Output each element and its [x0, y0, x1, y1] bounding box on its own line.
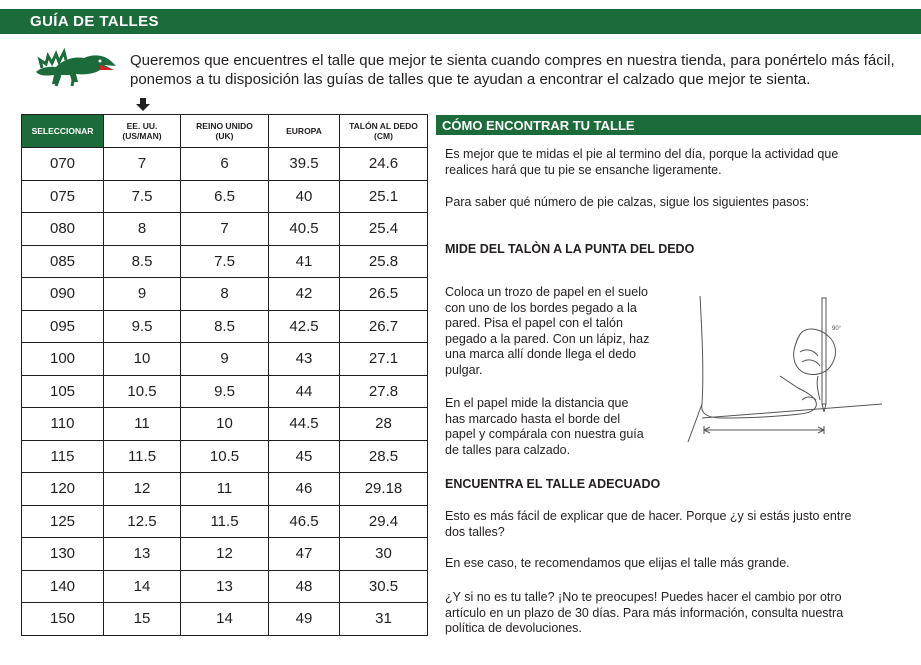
us-size: 7.5 — [104, 180, 181, 213]
table-row[interactable] — [22, 343, 428, 376]
table-row[interactable] — [22, 310, 428, 343]
size-code[interactable]: 130 — [22, 538, 104, 571]
page-title: GUÍA DE TALLES — [30, 13, 159, 30]
us-size: 11 — [104, 408, 181, 441]
header-bar — [0, 9, 921, 34]
eu-size: 43 — [269, 343, 340, 376]
us-size: 8.5 — [104, 245, 181, 278]
cm-size: 25.8 — [340, 245, 428, 278]
size-code[interactable]: 110 — [22, 408, 104, 441]
size-code[interactable]: 080 — [22, 213, 104, 246]
column-header-uk: REINO UNIDO (UK) — [181, 115, 269, 148]
howto-paragraph-6: En ese caso, te recomendamos que elijas el talle más grande. — [445, 556, 790, 570]
uk-size: 12 — [181, 538, 269, 571]
size-table-header — [22, 115, 428, 148]
howto-header — [436, 115, 921, 135]
table-row[interactable] — [22, 538, 428, 571]
crocodile-logo — [34, 42, 118, 90]
cm-size: 29.4 — [340, 505, 428, 538]
uk-size: 11 — [181, 473, 269, 506]
eu-size: 40.5 — [269, 213, 340, 246]
cm-size: 30 — [340, 538, 428, 571]
us-size: 7 — [104, 148, 181, 181]
us-size: 10 — [104, 343, 181, 376]
eu-size: 42.5 — [269, 310, 340, 343]
size-code[interactable]: 125 — [22, 505, 104, 538]
eu-size: 46.5 — [269, 505, 340, 538]
size-code[interactable]: 105 — [22, 375, 104, 408]
table-row[interactable] — [22, 440, 428, 473]
foot-measure-illustration — [682, 292, 892, 447]
size-code[interactable]: 100 — [22, 343, 104, 376]
table-row[interactable] — [22, 148, 428, 181]
uk-size: 8 — [181, 278, 269, 311]
uk-size: 7 — [181, 213, 269, 246]
size-table — [21, 114, 428, 636]
us-size: 14 — [104, 570, 181, 603]
table-row[interactable] — [22, 473, 428, 506]
us-size: 12.5 — [104, 505, 181, 538]
cm-size: 25.1 — [340, 180, 428, 213]
size-code[interactable]: 115 — [22, 440, 104, 473]
eu-size: 47 — [269, 538, 340, 571]
howto-paragraph-4: En el papel mide la distancia que has marcado hasta el borde del papel y compárala con nuestra guía de talles para calzado. — [445, 396, 644, 457]
size-code[interactable]: 070 — [22, 148, 104, 181]
cm-size: 29.18 — [340, 473, 428, 506]
size-code[interactable]: 140 — [22, 570, 104, 603]
section-heading-measure: MIDE DEL TALÒN A LA PUNTA DEL DEDO — [445, 242, 695, 256]
cm-size: 26.5 — [340, 278, 428, 311]
eu-size: 39.5 — [269, 148, 340, 181]
size-code[interactable]: 085 — [22, 245, 104, 278]
column-header-eu: EUROPA — [269, 115, 340, 148]
eu-size: 49 — [269, 603, 340, 636]
us-size: 13 — [104, 538, 181, 571]
cm-size: 28 — [340, 408, 428, 441]
table-row[interactable] — [22, 570, 428, 603]
eu-size: 44 — [269, 375, 340, 408]
column-header-select: SELECCIONAR — [22, 115, 104, 148]
column-header-us: EE. UU. (US/MAN) — [104, 115, 181, 148]
eu-size: 45 — [269, 440, 340, 473]
uk-size: 10.5 — [181, 440, 269, 473]
howto-paragraph-7: ¿Y si no es tu talle? ¡No te preocupes! Puedes hacer el cambio por otro artículo en un plazo de 30 días. Para más información, consulta nuestra política de devoluciones. — [445, 590, 844, 635]
uk-size: 9.5 — [181, 375, 269, 408]
howto-paragraph-5: Esto es más fácil de explicar que de hacer. Porque ¿y si estás justo entre dos talles? — [445, 509, 852, 539]
size-code[interactable]: 120 — [22, 473, 104, 506]
uk-size: 13 — [181, 570, 269, 603]
table-row[interactable] — [22, 603, 428, 636]
uk-size: 8.5 — [181, 310, 269, 343]
size-code[interactable]: 090 — [22, 278, 104, 311]
uk-size: 6 — [181, 148, 269, 181]
uk-size: 14 — [181, 603, 269, 636]
us-size: 9 — [104, 278, 181, 311]
uk-size: 11.5 — [181, 505, 269, 538]
uk-size: 6.5 — [181, 180, 269, 213]
cm-size: 31 — [340, 603, 428, 636]
eu-size: 44.5 — [269, 408, 340, 441]
uk-size: 9 — [181, 343, 269, 376]
section-heading-find-size: ENCUENTRA EL TALLE ADECUADO — [445, 477, 661, 491]
eu-size: 48 — [269, 570, 340, 603]
us-size: 15 — [104, 603, 181, 636]
table-row[interactable] — [22, 213, 428, 246]
us-size: 8 — [104, 213, 181, 246]
cm-size: 30.5 — [340, 570, 428, 603]
us-size: 12 — [104, 473, 181, 506]
howto-paragraph-2: Para saber qué número de pie calzas, sigue los siguientes pasos: — [445, 195, 810, 209]
cm-size: 27.1 — [340, 343, 428, 376]
eu-size: 40 — [269, 180, 340, 213]
howto-title: CÓMO ENCONTRAR TU TALLE — [442, 118, 635, 133]
uk-size: 7.5 — [181, 245, 269, 278]
size-code[interactable]: 150 — [22, 603, 104, 636]
howto-paragraph-1: Es mejor que te midas el pie al termino del día, porque la actividad que realices hará que tu pie se ensanche ligeramente. — [445, 147, 839, 177]
eu-size: 46 — [269, 473, 340, 506]
eu-size: 42 — [269, 278, 340, 311]
intro-text: Queremos que encuentres el talle que mejor te sienta cuando compres en nuestra tienda, para ponértelo más fácil, ponemos a tu disposición las guías de talles que te ayudan a encontrar el calzado que mejor te sienta. — [130, 52, 895, 88]
cm-size: 24.6 — [340, 148, 428, 181]
eu-size: 41 — [269, 245, 340, 278]
cm-size: 28.5 — [340, 440, 428, 473]
size-code[interactable]: 095 — [22, 310, 104, 343]
size-code[interactable]: 075 — [22, 180, 104, 213]
column-header-cm: TALÓN AL DEDO (CM) — [340, 115, 428, 148]
us-size: 9.5 — [104, 310, 181, 343]
cm-size: 26.7 — [340, 310, 428, 343]
arrow-down-icon — [136, 98, 150, 112]
us-size: 10.5 — [104, 375, 181, 408]
angle-label: 90° — [832, 326, 842, 332]
table-row[interactable] — [22, 278, 428, 311]
table-row[interactable] — [22, 180, 428, 213]
table-row[interactable] — [22, 375, 428, 408]
table-row[interactable] — [22, 408, 428, 441]
cm-size: 25.4 — [340, 213, 428, 246]
table-row[interactable] — [22, 245, 428, 278]
us-size: 11.5 — [104, 440, 181, 473]
howto-paragraph-3: Coloca un trozo de papel en el suelo con uno de los bordes pegado a la pared. Pisa el papel con el talón pegado a la pared. Con un lápiz, haz una marca allí donde llega el dedo pulgar. — [445, 285, 650, 377]
cm-size: 27.8 — [340, 375, 428, 408]
table-row[interactable] — [22, 505, 428, 538]
uk-size: 10 — [181, 408, 269, 441]
